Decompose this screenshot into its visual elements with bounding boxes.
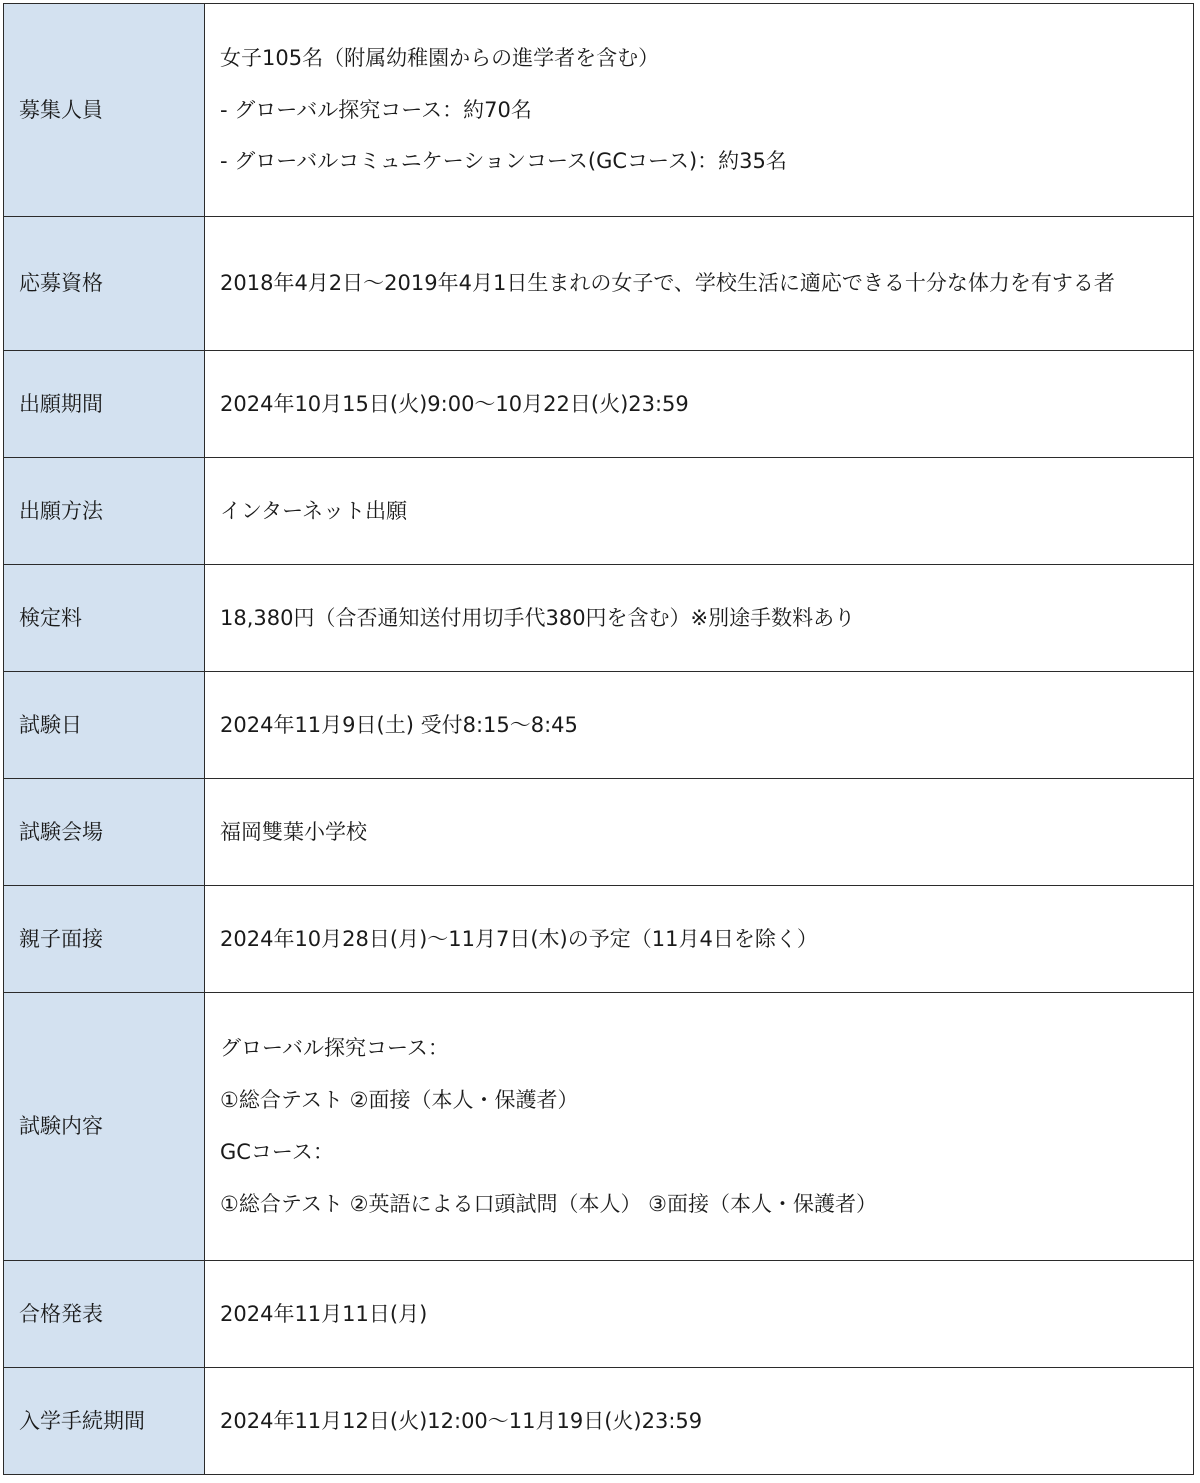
value-line: グローバル探究コース： [220, 1036, 449, 1061]
row-label: 検定料 [4, 565, 205, 672]
value-line: 女子105名（附属幼稚園からの進学者を含む） [220, 45, 660, 70]
table-row-exam-venue [4, 779, 1194, 886]
value-line: - グローバル探究コース：約70名 [220, 97, 532, 122]
row-label: 出願方法 [4, 458, 205, 565]
row-value [205, 993, 1194, 1261]
table-row-application-method [4, 458, 1194, 565]
row-value [205, 886, 1194, 993]
row-label: 親子面接 [4, 886, 205, 993]
value-line: 2024年11月11日(月) [220, 1301, 428, 1326]
value-line: 18,380円（合否通知送付用切手代380円を含む）※別途手数料あり [220, 605, 856, 630]
row-label: 合格発表 [4, 1261, 205, 1368]
value-line: 福岡雙葉小学校 [220, 819, 367, 844]
table-row-enrollment-period [4, 1368, 1194, 1475]
table-row-exam-content [4, 993, 1194, 1261]
row-value [205, 217, 1194, 351]
table-row-application-period [4, 351, 1194, 458]
row-value [205, 1368, 1194, 1475]
value-line: ①総合テスト ②面接（本人・保護者） [220, 1088, 579, 1113]
value-line: 2024年11月12日(火)12:00～11月19日(火)23:59 [220, 1408, 703, 1433]
value-line: GCコース： [220, 1140, 334, 1164]
table-row-exam-date [4, 672, 1194, 779]
row-label: 出願期間 [4, 351, 205, 458]
table-row-parent-interview [4, 886, 1194, 993]
value-line: 2024年11月9日(土) 受付8:15～8:45 [220, 712, 578, 737]
table-row-result-announcement [4, 1261, 1194, 1368]
row-value [205, 565, 1194, 672]
row-label: 試験日 [4, 672, 205, 779]
value-line: インターネット出願 [220, 498, 408, 523]
table-row-exam-fee [4, 565, 1194, 672]
table-row-eligibility [4, 217, 1194, 351]
value-line: 2018年4月2日～2019年4月1日生まれの女子で、学校生活に適応できる十分な体力を有する者 [220, 271, 1115, 296]
row-value [205, 458, 1194, 565]
row-label: 募集人員 [4, 4, 205, 217]
row-label: 試験内容 [4, 993, 205, 1261]
value-line: - グローバルコミュニケーションコース(GCコース)：約35名 [220, 149, 787, 174]
row-label: 入学手続期間 [4, 1368, 205, 1475]
value-line: 2024年10月28日(月)～11月7日(木)の予定（11月4日を除く） [220, 926, 818, 951]
table-row-recruitment [4, 4, 1194, 217]
value-line: ①総合テスト ②英語による口頭試問（本人） ③面接（本人・保護者） [220, 1191, 877, 1216]
row-label: 応募資格 [4, 217, 205, 351]
row-value [205, 4, 1194, 217]
admission-info-table [3, 3, 1194, 1475]
row-label: 試験会場 [4, 779, 205, 886]
row-value [205, 1261, 1194, 1368]
row-value [205, 672, 1194, 779]
row-value [205, 351, 1194, 458]
value-line: 2024年10月15日(火)9:00～10月22日(火)23:59 [220, 391, 689, 416]
row-value [205, 779, 1194, 886]
